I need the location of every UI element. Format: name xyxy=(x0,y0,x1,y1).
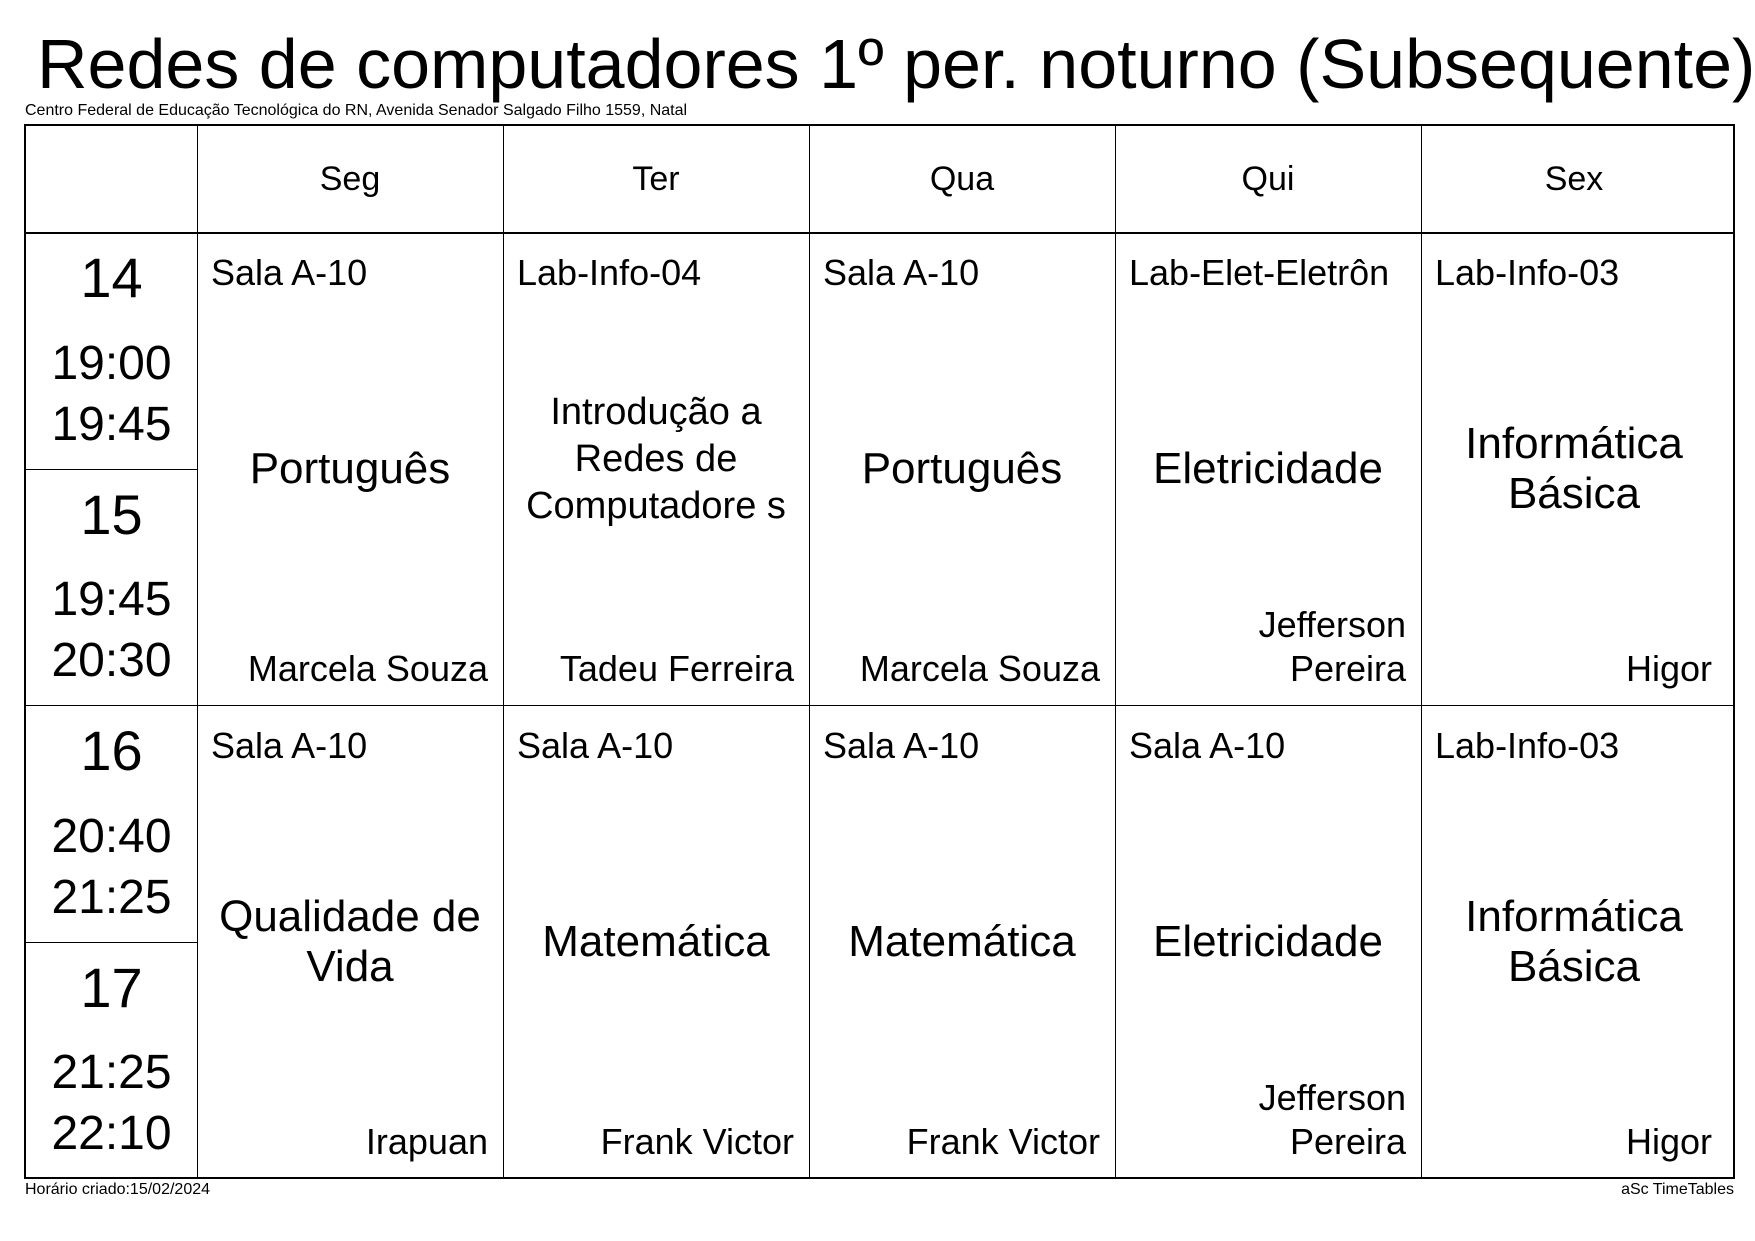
period-number: 16 xyxy=(80,719,143,782)
day-header-seg: Seg xyxy=(319,159,381,198)
period-end: 20:30 xyxy=(51,634,172,687)
day-header-qua: Qua xyxy=(929,159,995,198)
subject-label: Matemática xyxy=(542,917,770,966)
lesson-cell-seg-1 xyxy=(197,233,503,705)
subject-label: Informática Básica xyxy=(1465,419,1683,518)
timetable-grid xyxy=(24,124,1735,1179)
period-number: 15 xyxy=(80,483,143,546)
teacher-label: Jefferson Pereira xyxy=(1258,1077,1406,1162)
room-label: Sala A-10 xyxy=(211,725,368,766)
day-header-ter: Ter xyxy=(632,159,680,198)
day-header-qui: Qui xyxy=(1241,159,1295,198)
lesson-cell-qua-2 xyxy=(809,706,1115,1178)
teacher-label: Marcela Souza xyxy=(247,648,488,689)
period-end: 19:45 xyxy=(51,398,172,451)
lesson-cell-ter-2 xyxy=(503,706,809,1178)
subject-label: Português xyxy=(249,444,451,493)
grid-divider xyxy=(26,942,197,943)
teacher-label: Tadeu Ferreira xyxy=(559,648,794,689)
subject-label: Informática Básica xyxy=(1465,892,1683,991)
period-number: 14 xyxy=(80,246,143,309)
teacher-label: Frank Victor xyxy=(906,1121,1100,1162)
lesson-cell-qui-1 xyxy=(1115,233,1421,705)
subject-label: Matemática xyxy=(848,917,1076,966)
period-start: 21:25 xyxy=(51,1046,172,1099)
room-label: Lab-Info-03 xyxy=(1435,725,1620,766)
period-number: 17 xyxy=(80,956,143,1019)
period-end: 22:10 xyxy=(51,1107,172,1160)
subject-label: Introdução a Redes de Computadore s xyxy=(526,390,786,527)
page-title: Redes de computadores 1º per. noturno (Subsequente) xyxy=(37,25,1755,103)
teacher-label: Irapuan xyxy=(365,1121,488,1162)
room-label: Sala A-10 xyxy=(823,252,980,293)
period-start: 19:00 xyxy=(51,337,172,390)
subject-label: Português xyxy=(861,444,1063,493)
subject-label: Eletricidade xyxy=(1153,917,1383,966)
teacher-label: Marcela Souza xyxy=(859,648,1100,689)
teacher-label: Higor xyxy=(1625,648,1712,689)
subject-label: Eletricidade xyxy=(1153,444,1383,493)
room-label: Sala A-10 xyxy=(517,725,674,766)
subject-label: Qualidade de Vida xyxy=(219,892,481,991)
period-start: 19:45 xyxy=(51,573,172,626)
lesson-cell-seg-2 xyxy=(197,706,503,1178)
institution-subtitle: Centro Federal de Educação Tecnológica do RN, Avenida Senador Salgado Filho 1559, Natal xyxy=(25,102,688,119)
room-label: Sala A-10 xyxy=(823,725,980,766)
teacher-label: Frank Victor xyxy=(600,1121,794,1162)
room-label: Sala A-10 xyxy=(211,252,368,293)
room-label: Lab-Info-03 xyxy=(1435,252,1620,293)
room-label: Sala A-10 xyxy=(1129,725,1286,766)
teacher-label: Jefferson Pereira xyxy=(1258,604,1406,689)
period-start: 20:40 xyxy=(51,810,172,863)
teacher-label: Higor xyxy=(1625,1121,1712,1162)
created-date: Horário criado:15/02/2024 xyxy=(25,1181,211,1198)
grid-divider xyxy=(26,469,197,470)
lesson-cell-ter-1 xyxy=(503,233,809,705)
room-label: Lab-Info-04 xyxy=(517,252,702,293)
period-end: 21:25 xyxy=(51,871,172,924)
software-credit: aSc TimeTables xyxy=(1621,1181,1734,1198)
room-label: Lab-Elet-Eletrôn xyxy=(1129,252,1390,293)
lesson-cell-sex-2 xyxy=(1421,706,1727,1178)
lesson-cell-qui-2 xyxy=(1115,706,1421,1178)
lesson-cell-sex-1 xyxy=(1421,233,1727,705)
day-header-sex: Sex xyxy=(1544,159,1604,198)
lesson-cell-qua-1 xyxy=(809,233,1115,705)
